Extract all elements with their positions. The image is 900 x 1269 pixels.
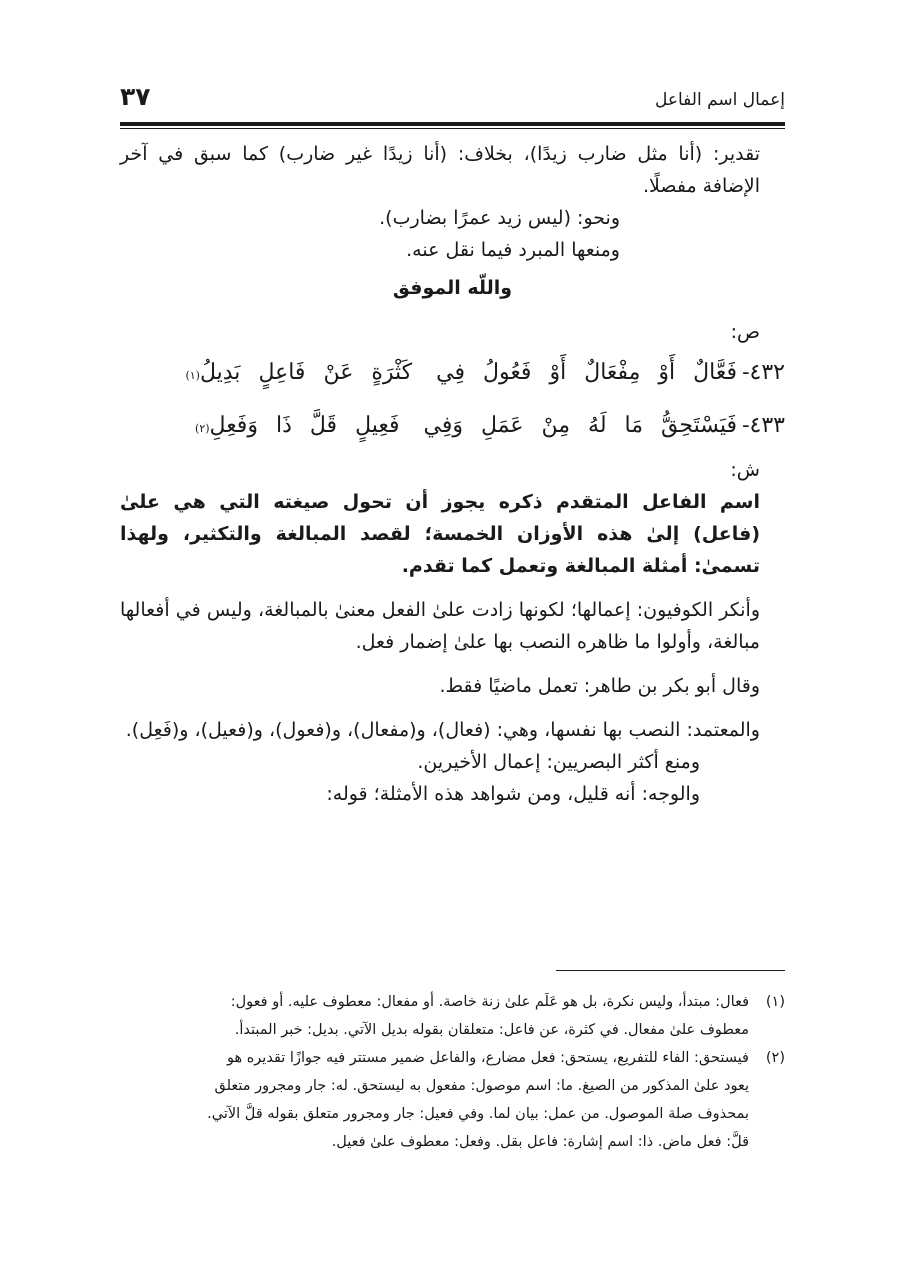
verse-word: فِي <box>436 360 465 385</box>
verse-word: فَعَّالٌ <box>693 360 737 385</box>
paragraph: ومنعها المبرد فيما نقل عنه. <box>406 239 620 261</box>
verse-word: قَلَّ <box>309 413 338 438</box>
footnote-ref: (١) <box>185 369 200 382</box>
footnote-separator <box>556 970 785 971</box>
footnotes <box>120 988 785 1156</box>
verse-word: لَهُ <box>588 413 607 438</box>
verse-number: ٤٣٢- <box>742 360 785 385</box>
verse-word: وَفِي <box>423 413 463 438</box>
verse-word: عَمَلِ <box>480 413 524 438</box>
verse-word: فَاعِلٍ <box>258 360 306 385</box>
paragraph: اسم الفاعل المتقدم ذكره يجوز أن تحول صيغته التي هي علىٰ (فاعل) إلىٰ هذه الأوزان الخمسة؛ لقصد المبالغة والتكثير، ولهذا تسمىٰ: أمثلة المبالغة وتعمل كما تقدم. <box>120 491 760 577</box>
footnote-text: بمحذوف صلة الموصول. من عمل: بيان لما. وفي فعيل: جار ومجرور متعلق بقوله قلَّ الآتي. <box>207 1106 749 1122</box>
verse-word: كَثْرَةٍ <box>371 360 413 385</box>
section-heading: واللّه الموفق <box>392 277 513 299</box>
verse-word: مَا <box>624 413 644 438</box>
verse-word: وَفَعِلِ <box>209 413 258 438</box>
footnote-text: فيستحق: الفاء للتفريع، يستحق: فعل مضارع، والفاعل ضمير مستتر فيه جوازًا تقديره هو <box>226 1050 749 1066</box>
sharh-label: ش: <box>730 459 760 481</box>
footnote-line <box>120 1044 785 1072</box>
verse-word: عَنْ <box>323 360 354 385</box>
footnote-number: (١) <box>765 994 785 1010</box>
verse-line-433 <box>120 401 785 454</box>
verse-number: ٤٣٣- <box>742 413 785 438</box>
paragraph: ومنع أكثر البصريين: إعمال الأخيرين. <box>417 751 700 773</box>
verse-line-432 <box>120 348 785 401</box>
footnote-text: قلَّ: فعل ماض. ذا: اسم إشارة: فاعل بقل. وفعل: معطوف علىٰ فعيل. <box>331 1134 749 1150</box>
paragraph: وأنكر الكوفيون: إعمالها؛ لكونها زادت علىٰ الفعل معنىٰ بالمبالغة، وليس في أفعالها مبالغة، وأولوا ما ظاهره النصب بها علىٰ إضمار فعل. <box>120 599 760 653</box>
paragraph: تقدير: (أنا مثل ضارب زيدًا)، بخلاف: (أنا زيدًا غير ضارب) كما سبق في آخر الإضافة مفصلًا. <box>120 143 760 197</box>
header-rule-thick <box>120 122 785 126</box>
verse-word: فَعِيلٍ <box>355 413 400 438</box>
header-rule-thin <box>120 128 785 129</box>
verse-word: ذَا <box>275 413 292 438</box>
footnote-number: (٢) <box>765 1050 785 1066</box>
verse-word: أَوْ <box>658 360 676 385</box>
page-number: ٣٧ <box>120 82 151 111</box>
verse-word: فَيَسْتَحِقُّ <box>661 413 737 438</box>
verse-word: فَعُولُ <box>482 360 532 385</box>
page-header <box>120 80 785 118</box>
main-text <box>120 138 785 810</box>
running-title: إعمال اسم الفاعل <box>654 90 785 110</box>
footnote-text: فعال: مبتدأ، وليس نكرة، بل هو عَلَم علىٰ زنة خاصة. أو مفعال: معطوف عليه. أو فعول: <box>230 994 749 1010</box>
matn-label: ص: <box>730 321 760 343</box>
paragraph: والوجه: أنه قليل، ومن شواهد هذه الأمثلة؛ قوله: <box>326 783 700 805</box>
verse-word: مِفْعَالٌ <box>584 360 641 385</box>
footnote-line <box>120 988 785 1016</box>
paragraph: والمعتمد: النصب بها نفسها، وهي: (فعال)، و(مفعال)، و(فعول)، و(فعيل)، و(فَعِل). <box>125 719 760 741</box>
footnote-ref: (٢) <box>195 422 210 435</box>
paragraph: وقال أبو بكر بن طاهر: تعمل ماضيًا فقط. <box>439 675 760 697</box>
verse-word: بَدِيلُ <box>199 360 241 385</box>
footnote-text: معطوف علىٰ مفعال. في كثرة، عن فاعل: متعلقان بقوله بديل الآتي. بديل: خبر المبتدأ. <box>234 1022 749 1038</box>
verse-word: أَوْ <box>549 360 567 385</box>
paragraph: ونحو: (ليس زيد عمرًا بضارب). <box>379 207 620 229</box>
verse-word: مِنْ <box>541 413 571 438</box>
footnote-text: يعود علىٰ المذكور من الصيغ. ما: اسم موصول: مفعول به ليستحق. له: جار ومجرور متعلق <box>214 1078 749 1094</box>
